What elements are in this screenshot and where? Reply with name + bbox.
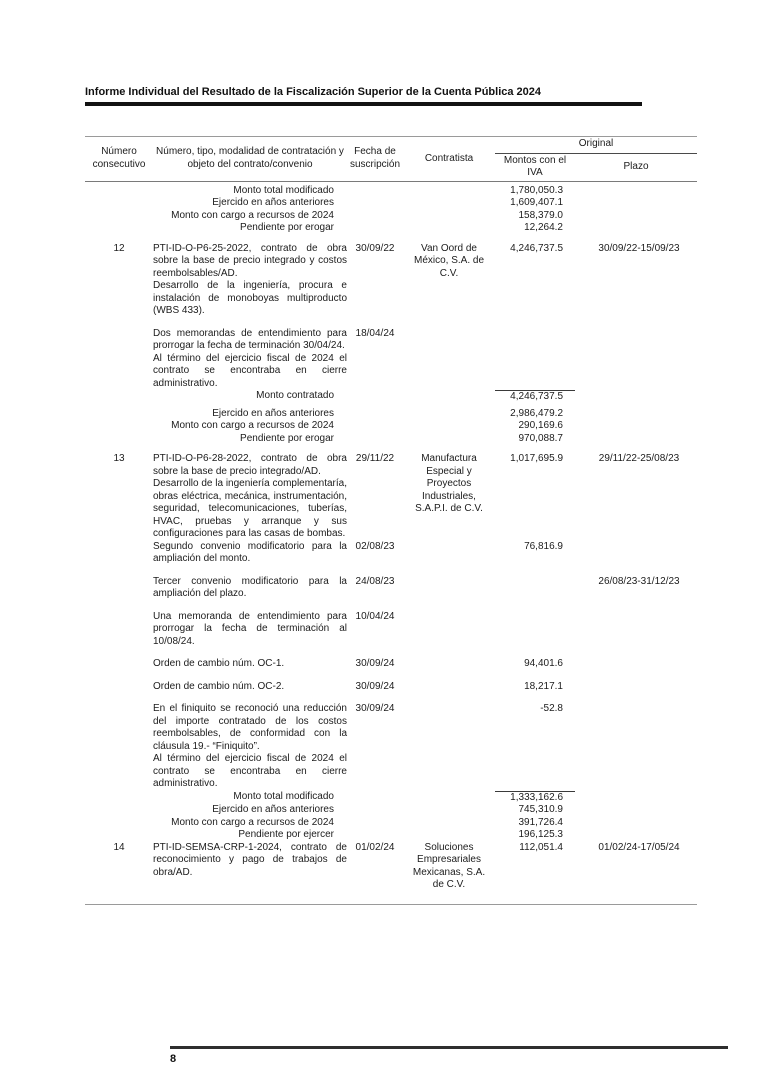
contract-description-paragraph: PTI-ID-O-P6-25-2022, contrato de obra sobre la base de precio integrado y costos reembolsables/AD. — [153, 242, 347, 279]
col-header-numero-consecutivo: Número consecutivo — [92, 146, 146, 170]
amendment-row — [85, 541, 697, 566]
page-footer — [170, 1046, 764, 1065]
cell-monto-iva: 112,051.4 — [519, 841, 563, 853]
amendment-row — [85, 681, 697, 694]
col-header-plazo: Plazo — [623, 160, 649, 172]
col-header-contratista: Contratista — [424, 152, 474, 164]
cell-monto-iva — [495, 611, 575, 649]
cell-fecha-suscripcion — [347, 185, 403, 198]
col-header-montos-iva: Montos con el IVA — [503, 154, 567, 178]
cell-numero-consecutivo — [85, 681, 153, 694]
cell-contratista — [403, 210, 495, 223]
cell-contratista — [403, 408, 495, 421]
cell-contratista — [403, 804, 495, 817]
contract-description-paragraph: Desarrollo de la ingeniería, procura e instalación de monoboyas multiproducto (WBS 433). — [153, 280, 347, 316]
cell-numero-consecutivo — [85, 408, 153, 421]
cell-plazo: 26/08/23-31/12/23 — [598, 575, 680, 587]
cell-contratista — [403, 658, 495, 671]
col-header-fecha-suscripcion: Fecha de suscripción — [349, 146, 401, 170]
cell-fecha-suscripcion — [347, 420, 403, 433]
cell-summary-label: Monto total modificado — [233, 184, 334, 196]
cell-numero-consecutivo — [85, 420, 153, 433]
summary-row — [85, 222, 697, 235]
cell-plazo — [575, 541, 697, 566]
cell-objeto-contrato — [153, 243, 347, 318]
contract-description-paragraph: Al término del ejercicio fiscal de 2024 el contrato se encontraba en cierre administrativo. — [153, 753, 347, 789]
cell-numero-consecutivo — [85, 390, 153, 404]
cell-monto-iva: 1,017,695.9 — [510, 453, 563, 464]
cell-fecha-suscripcion: 24/08/23 — [355, 575, 395, 587]
summary-row — [85, 420, 697, 433]
cell-contratista: Van Oord de México, S.A. de C.V. — [413, 242, 485, 279]
report-page — [85, 86, 697, 1065]
col-header-objeto-contrato: Número, tipo, modalidad de contratación y objeto del contrato/convenio — [156, 146, 344, 170]
amendment-row — [85, 658, 697, 671]
cell-numero-consecutivo — [85, 791, 153, 805]
cell-monto-iva: 1,333,162.6 — [495, 791, 575, 805]
cell-fecha-suscripcion — [347, 197, 403, 210]
cell-monto-iva: 391,726.4 — [518, 816, 563, 828]
cell-plazo — [575, 703, 697, 791]
cell-fecha-suscripcion — [347, 408, 403, 421]
cell-fecha-suscripcion — [347, 791, 403, 805]
contract-description-paragraph: Dos memorandas de entendimiento para prorrogar la fecha de terminación 30/04/24. — [153, 327, 347, 351]
footer-rule — [170, 1046, 728, 1049]
cell-contratista — [403, 328, 495, 391]
cell-summary-label: Monto con cargo a recursos de 2024 — [171, 420, 334, 431]
cell-plazo — [575, 185, 697, 198]
col-header-original: Original — [495, 137, 697, 154]
cell-numero-consecutivo — [85, 658, 153, 671]
contract-description-paragraph: Una memoranda de entendimiento para prorrogar la fecha de terminación al 10/08/24. — [153, 610, 347, 647]
cell-summary-label: Ejercido en años anteriores — [212, 407, 334, 419]
cell-objeto-contrato — [153, 453, 347, 541]
cell-fecha-suscripcion: 30/09/24 — [355, 658, 395, 669]
summary-row — [85, 185, 697, 198]
cell-contratista — [403, 817, 495, 830]
cell-fecha-suscripcion: 01/02/24 — [355, 841, 395, 853]
contract-row — [85, 453, 697, 541]
contract-description-paragraph: Desarrollo de la ingeniería complementaría, obras eléctrica, mecánica, instrumentación, seguridad, telecomunicaciones, tuberías, HVAC, pruebas y arranque y sus configuraciones para las casas de bombas. — [153, 478, 347, 539]
summary-row — [85, 408, 697, 421]
cell-monto-iva — [495, 576, 575, 601]
cell-contratista — [403, 576, 495, 601]
contracts-table — [85, 136, 697, 905]
cell-contratista — [403, 791, 495, 805]
contract-description-paragraph: Tercer convenio modificatorio para la ampliación del plazo. — [153, 575, 347, 599]
summary-row — [85, 829, 697, 842]
cell-plazo — [575, 681, 697, 694]
cell-fecha-suscripcion — [347, 817, 403, 830]
cell-fecha-suscripcion: 02/08/23 — [355, 540, 395, 552]
report-header — [85, 86, 697, 106]
cell-numero-consecutivo: 12 — [113, 242, 125, 254]
cell-plazo — [575, 611, 697, 649]
summary-row — [85, 433, 697, 446]
cell-numero-consecutivo — [85, 210, 153, 223]
contract-row — [85, 842, 697, 892]
cell-numero-consecutivo — [85, 541, 153, 566]
cell-summary-label: Pendiente por erogar — [240, 432, 334, 444]
cell-summary-label: Monto contratado — [256, 390, 334, 401]
cell-monto-iva: 2,986,479.2 — [510, 407, 563, 419]
cell-monto-iva — [495, 328, 575, 391]
cell-plazo — [575, 328, 697, 391]
cell-contratista — [403, 390, 495, 404]
cell-fecha-suscripcion: 30/09/24 — [355, 703, 395, 714]
cell-numero-consecutivo — [85, 197, 153, 210]
cell-monto-iva: 12,264.2 — [524, 222, 563, 233]
cell-plazo — [575, 804, 697, 817]
cell-fecha-suscripcion — [347, 804, 403, 817]
cell-monto-iva: 94,401.6 — [524, 658, 563, 669]
cell-plazo — [575, 210, 697, 223]
cell-plazo — [575, 390, 697, 404]
cell-numero-consecutivo — [85, 433, 153, 446]
page-number: 8 — [170, 1053, 177, 1065]
report-title: Informe Individual del Resultado de la Fiscalización Superior de la Cuenta Pública 2024 — [85, 86, 542, 98]
cell-fecha-suscripcion: 30/09/22 — [355, 242, 395, 254]
contract-description-paragraph: PTI-ID-O-P6-28-2022, contrato de obra sobre la base de precio integrado/AD. — [153, 453, 347, 477]
cell-fecha-suscripcion: 29/11/22 — [355, 453, 395, 464]
cell-monto-iva: -52.8 — [540, 703, 563, 714]
original-subheaders — [495, 154, 697, 181]
summary-row — [85, 390, 697, 404]
contract-description-paragraph: Orden de cambio núm. OC-1. — [153, 658, 285, 669]
cell-objeto-contrato — [153, 576, 347, 601]
cell-plazo: 01/02/24-17/05/24 — [598, 841, 680, 853]
cell-fecha-suscripcion — [347, 390, 403, 404]
cell-summary-label: Monto con cargo a recursos de 2024 — [171, 209, 334, 221]
summary-row — [85, 197, 697, 210]
cell-fecha-suscripcion: 10/04/24 — [355, 610, 395, 622]
amendment-row — [85, 328, 697, 391]
cell-numero-consecutivo — [85, 829, 153, 842]
cell-numero-consecutivo — [85, 804, 153, 817]
cell-contratista — [403, 420, 495, 433]
cell-contratista — [403, 681, 495, 694]
cell-objeto-contrato — [153, 541, 347, 566]
cell-monto-iva: 745,310.9 — [518, 804, 563, 815]
table-body — [85, 182, 697, 905]
cell-contratista — [403, 185, 495, 198]
cell-objeto-contrato — [153, 703, 347, 791]
contract-row — [85, 243, 697, 318]
cell-plazo — [575, 791, 697, 805]
cell-summary-label: Pendiente por erogar — [240, 222, 334, 233]
cell-plazo — [575, 433, 697, 446]
cell-plazo — [575, 829, 697, 842]
contract-description-paragraph: Orden de cambio núm. OC-2. — [153, 680, 285, 692]
contract-description-paragraph: En el finiquito se reconoció una reducción del importe contratado de los costos reembolsables, de conformidad con la cláusula 19.- “Finiquito”. — [153, 703, 347, 752]
cell-fecha-suscripcion — [347, 222, 403, 235]
cell-fecha-suscripcion: 30/09/24 — [355, 680, 395, 692]
cell-plazo — [575, 408, 697, 421]
cell-summary-label: Ejercido en años anteriores — [212, 804, 334, 815]
cell-plazo: 30/09/22-15/09/23 — [598, 242, 680, 254]
cell-monto-iva: 290,169.6 — [518, 420, 563, 431]
summary-row — [85, 804, 697, 817]
cell-monto-iva: 18,217.1 — [524, 680, 563, 692]
cell-objeto-contrato — [153, 842, 347, 892]
cell-plazo: 29/11/22-25/08/23 — [598, 453, 680, 464]
summary-row — [85, 210, 697, 223]
cell-monto-iva: 1,780,050.3 — [510, 184, 563, 196]
cell-monto-iva: 970,088.7 — [518, 432, 563, 444]
cell-contratista — [403, 197, 495, 210]
cell-monto-iva: 196,125.3 — [518, 829, 563, 840]
cell-contratista — [403, 541, 495, 566]
cell-objeto-contrato — [153, 681, 347, 694]
cell-fecha-suscripcion — [347, 829, 403, 842]
summary-row — [85, 817, 697, 830]
cell-numero-consecutivo — [85, 185, 153, 198]
cell-objeto-contrato — [153, 611, 347, 649]
title-rule — [85, 102, 642, 106]
cell-plazo — [575, 658, 697, 671]
cell-numero-consecutivo — [85, 703, 153, 791]
cell-numero-consecutivo: 13 — [113, 453, 125, 464]
cell-monto-iva: 4,246,737.5 — [495, 390, 575, 404]
cell-plazo — [575, 420, 697, 433]
cell-numero-consecutivo — [85, 817, 153, 830]
cell-contratista — [403, 222, 495, 235]
cell-plazo — [575, 197, 697, 210]
table-header-row — [85, 136, 697, 182]
contract-description-paragraph: Segundo convenio modificatorio para la ampliación del monto. — [153, 540, 347, 564]
amendment-row — [85, 576, 697, 601]
cell-contratista — [403, 703, 495, 791]
cell-numero-consecutivo — [85, 222, 153, 235]
col-group-original — [495, 137, 697, 181]
cell-monto-iva: 4,246,737.5 — [510, 242, 563, 254]
cell-numero-consecutivo — [85, 611, 153, 649]
cell-fecha-suscripcion — [347, 210, 403, 223]
cell-summary-label: Ejercido en años anteriores — [212, 197, 334, 208]
cell-fecha-suscripcion — [347, 433, 403, 446]
amendment-row — [85, 703, 697, 791]
cell-numero-consecutivo: 14 — [113, 841, 125, 853]
cell-numero-consecutivo — [85, 576, 153, 601]
cell-objeto-contrato — [153, 658, 347, 671]
cell-contratista: Manufactura Especial y Proyectos Industriales, S.A.P.I. de C.V. — [415, 453, 483, 514]
cell-contratista — [403, 829, 495, 842]
cell-summary-label: Monto total modificado — [233, 790, 334, 802]
cell-monto-iva: 76,816.9 — [524, 540, 563, 552]
amendment-row — [85, 611, 697, 649]
cell-monto-iva: 158,379.0 — [518, 209, 563, 221]
cell-contratista — [403, 433, 495, 446]
cell-monto-iva: 1,609,407.1 — [510, 197, 563, 208]
cell-contratista — [403, 611, 495, 649]
cell-fecha-suscripcion: 18/04/24 — [355, 327, 395, 339]
cell-numero-consecutivo — [85, 328, 153, 391]
cell-summary-label: Pendiente por ejercer — [238, 829, 334, 840]
cell-contratista: Soluciones Empresariales Mexicanas, S.A. de C.V. — [412, 841, 486, 890]
cell-objeto-contrato — [153, 328, 347, 391]
cell-plazo — [575, 817, 697, 830]
contract-description-paragraph: Al término del ejercicio fiscal de 2024 el contrato se encontraba en cierre administrativo. — [153, 352, 347, 389]
contract-description-paragraph: PTI-ID-SEMSA-CRP-1-2024, contrato de reconocimiento y pago de trabajos de obra/AD. — [153, 841, 347, 878]
cell-summary-label: Monto con cargo a recursos de 2024 — [171, 816, 334, 828]
cell-plazo — [575, 222, 697, 235]
summary-row — [85, 791, 697, 805]
